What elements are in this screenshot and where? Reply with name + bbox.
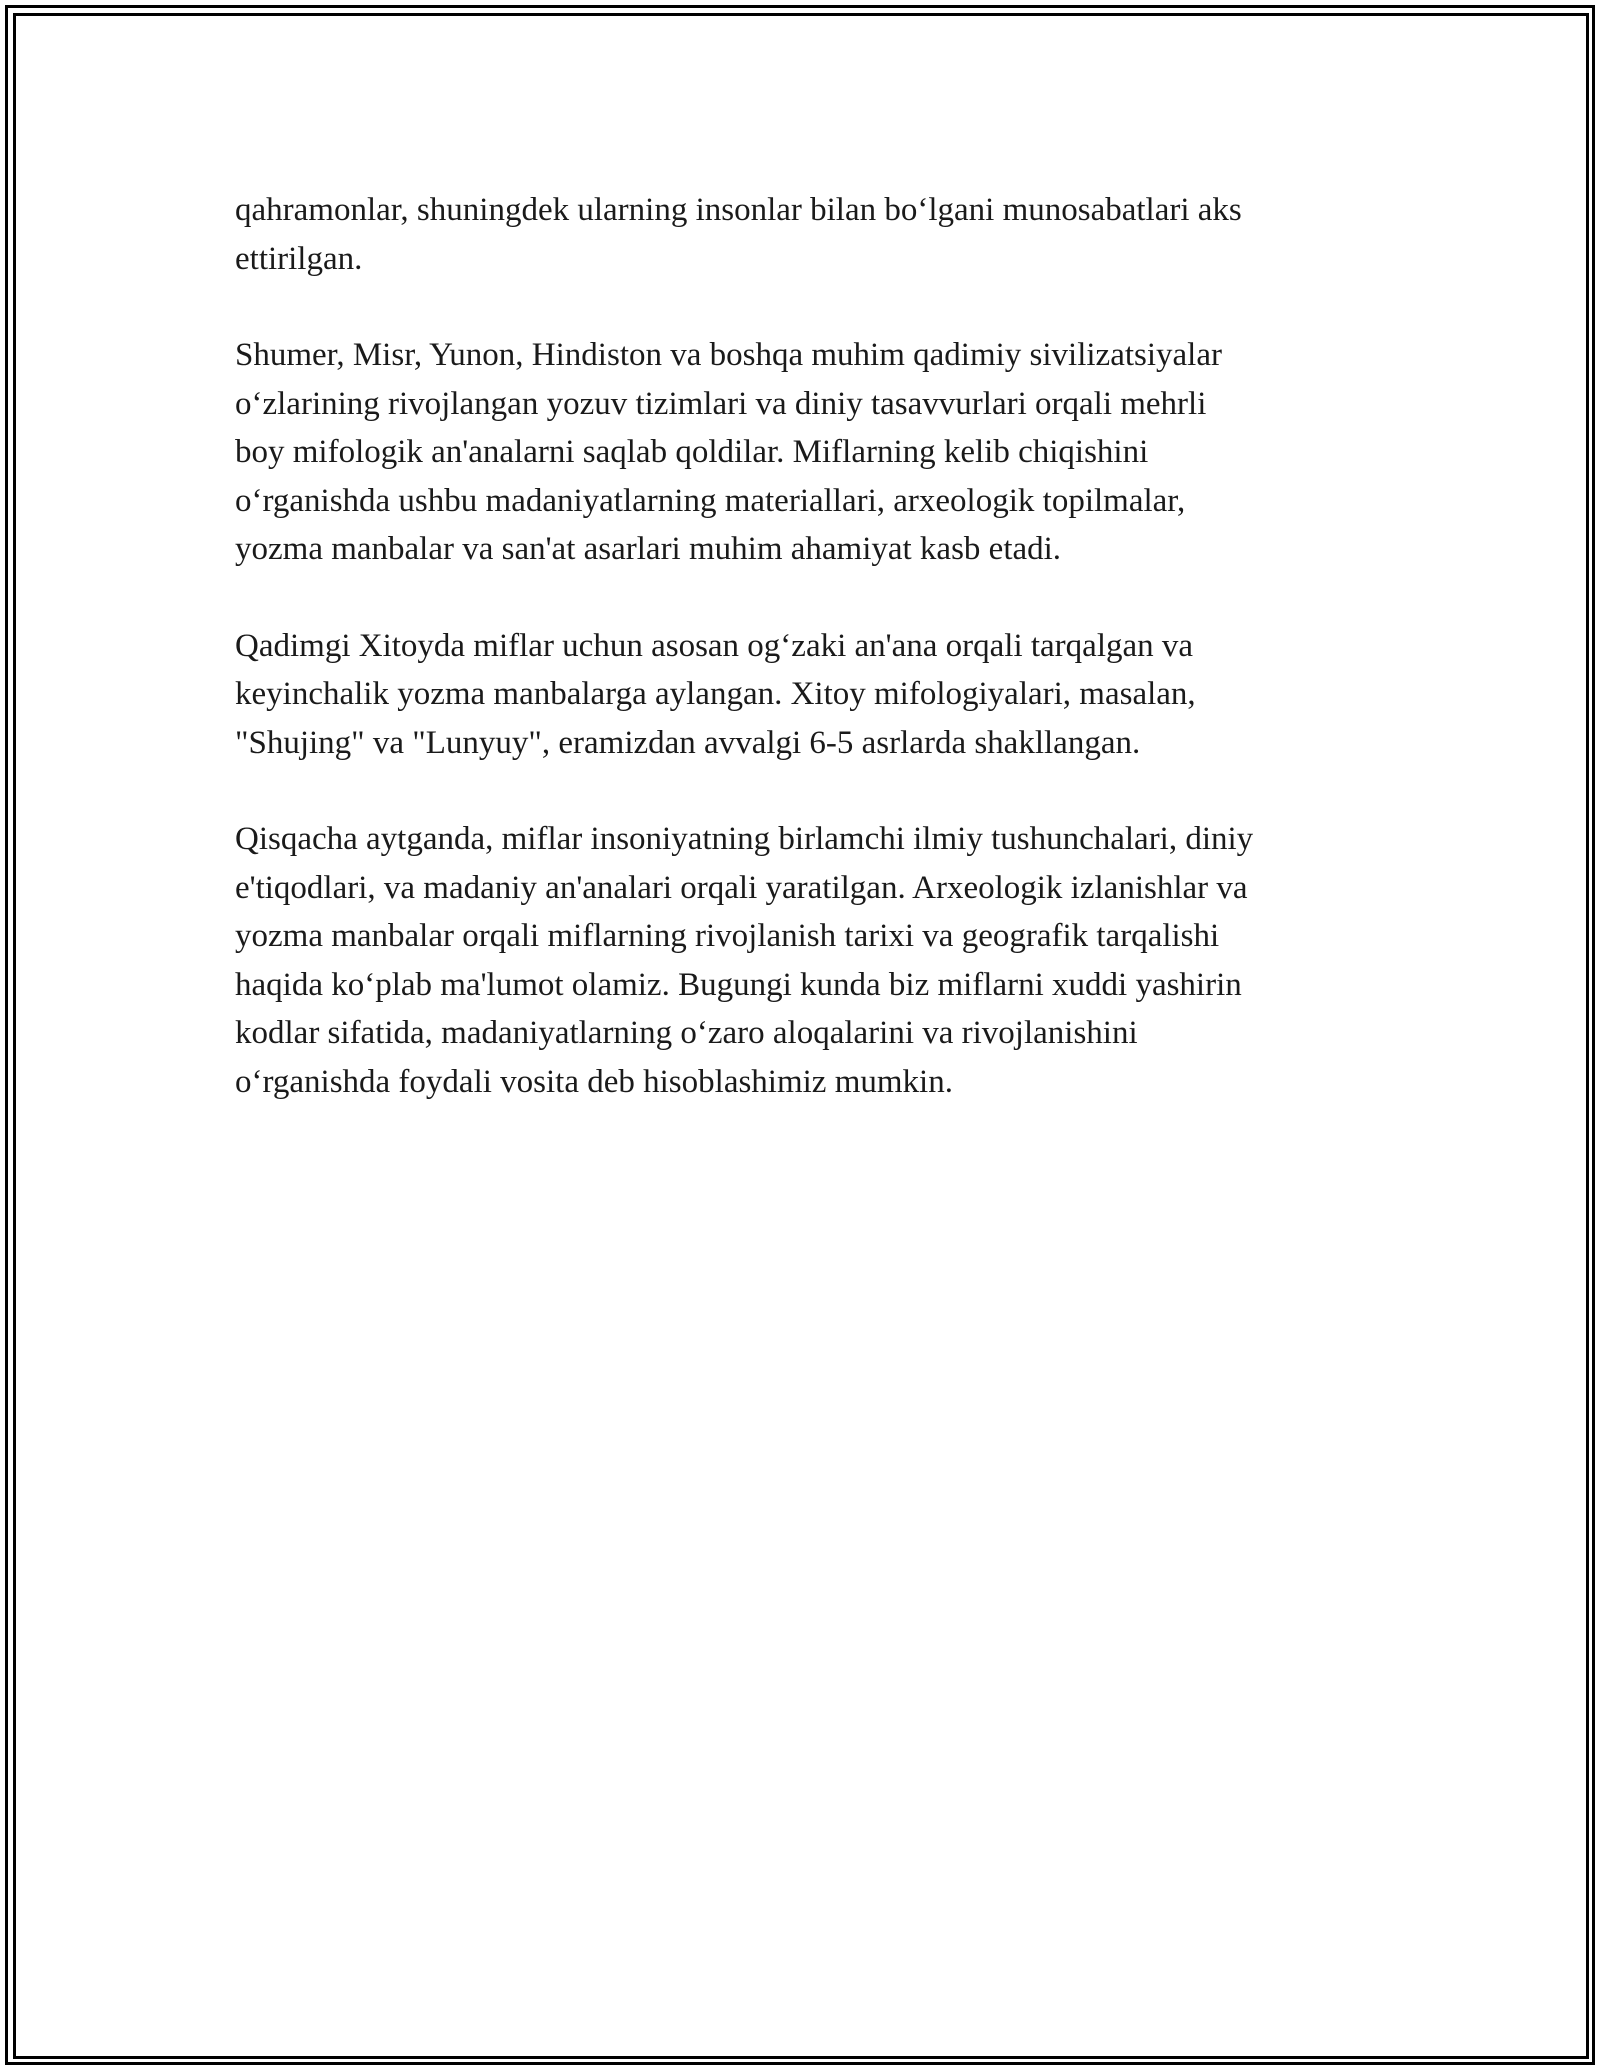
paragraph-line: yozma manbalar orqali miflarning rivojlanish tarixi va geografik tarqalishi bbox=[235, 918, 1220, 954]
paragraph-1 bbox=[235, 186, 1375, 283]
paragraph-line: Qadimgi Xitoyda miflar uchun asosan og‘zaki an'ana orqali tarqalgan va bbox=[235, 627, 1194, 664]
paragraph-line: ettirilgan. bbox=[235, 240, 363, 277]
paragraph-line: "Shujing" va "Lunyuy", eramizdan avvalgi 6-5 asrlarda shakllangan. bbox=[235, 724, 1141, 761]
paragraph-line: kodlar sifatida, madaniyatlarning o‘zaro aloqalarini va rivojlanishini bbox=[235, 1015, 1138, 1051]
paragraph-line: boy mifologik an'analarni saqlab qoldilar. Miflarning kelib chiqishini bbox=[235, 434, 1149, 470]
paragraph-4 bbox=[235, 815, 1375, 1106]
paragraph-line: yozma manbalar va san'at asarlari muhim ahamiyat kasb etadi. bbox=[235, 531, 1062, 567]
paragraph-2 bbox=[235, 331, 1375, 574]
paragraph-line: o‘rganishda foydali vosita deb hisoblashimiz mumkin. bbox=[235, 1063, 953, 1100]
document-body bbox=[235, 186, 1375, 1154]
paragraph-line: Qisqacha aytganda, miflar insoniyatning birlamchi ilmiy tushunchalari, diniy bbox=[235, 821, 1254, 857]
paragraph-line: qahramonlar, shuningdek ularning insonlar bilan bo‘lgani munosabatlari aks bbox=[235, 192, 1242, 228]
paragraph-line: Shumer, Misr, Yunon, Hindiston va boshqa muhim qadimiy sivilizatsiyalar bbox=[235, 337, 1222, 373]
paragraph-line: e'tiqodlari, va madaniy an'analari orqali yaratilgan. Arxeologik izlanishlar va bbox=[235, 869, 1248, 906]
paragraph-line: keyinchalik yozma manbalarga aylangan. Xitoy mifologiyalari, masalan, bbox=[235, 676, 1196, 712]
paragraph-3 bbox=[235, 622, 1375, 768]
paragraph-line: haqida ko‘plab ma'lumot olamiz. Bugungi kunda biz miflarni xuddi yashirin bbox=[235, 966, 1242, 1003]
paragraph-line: o‘rganishda ushbu madaniyatlarning materiallari, arxeologik topilmalar, bbox=[235, 482, 1186, 519]
paragraph-line: o‘zlarining rivojlangan yozuv tizimlari va diniy tasavvurlari orqali mehrli bbox=[235, 385, 1207, 422]
